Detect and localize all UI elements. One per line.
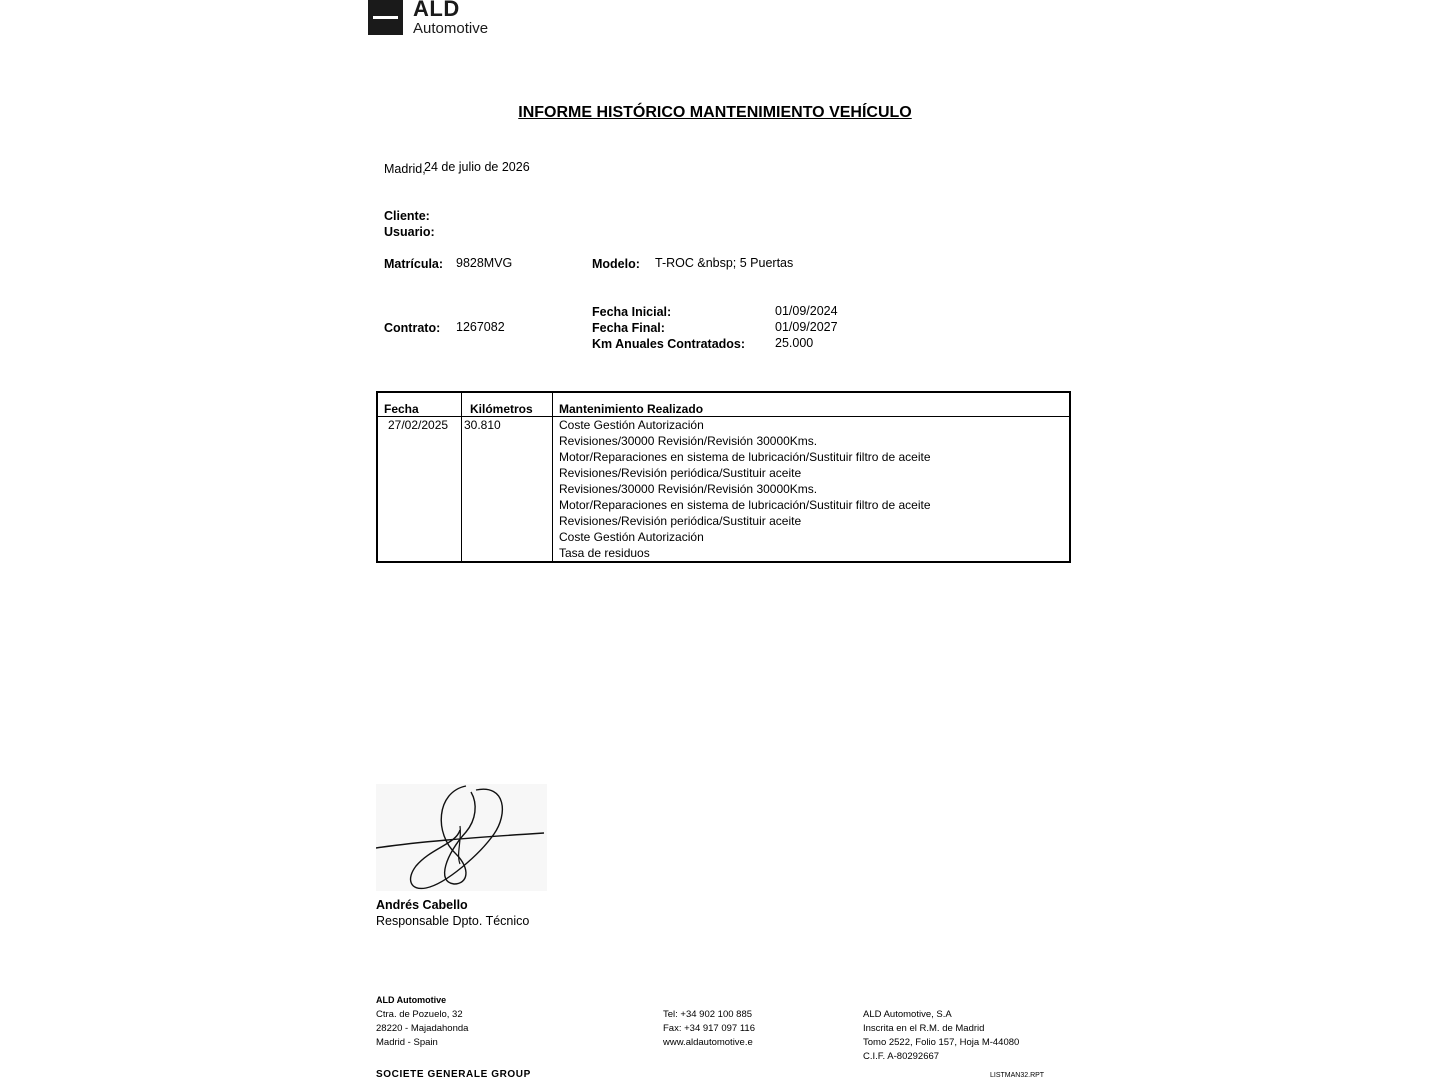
column-header-fecha: Fecha: [377, 392, 462, 417]
footer-address-line: Ctra. de Pozuelo, 32: [376, 1009, 463, 1020]
table-row: [377, 417, 1070, 563]
footer-company: ALD Automotive: [376, 995, 447, 1005]
signature-image: [376, 784, 547, 891]
footer-fax: Fax: +34 917 097 116: [663, 1023, 755, 1034]
footer-legal-line: Tomo 2522, Folio 157, Hoja M-44080: [863, 1037, 1020, 1048]
usuario-label: Usuario:: [384, 225, 435, 239]
footer-address-line: 28220 - Majadahonda: [376, 1023, 469, 1034]
contrato-value: 1267082: [456, 320, 505, 334]
maintenance-item: Tasa de residuos: [559, 546, 650, 560]
row-kilometros: 30.810: [462, 417, 553, 563]
km-anuales-value: 25.000: [775, 336, 814, 350]
logo-mark-icon: [368, 0, 403, 35]
ald-automotive-logo: [368, 0, 500, 36]
column-header-mantenimiento: Mantenimiento Realizado: [553, 392, 1071, 417]
footer-address: [376, 1008, 468, 1050]
maintenance-item: Revisiones/Revisión periódica/Sustituir aceite: [559, 466, 802, 480]
footer-address-line: Madrid - Spain: [376, 1037, 438, 1048]
maintenance-item: Revisiones/Revisión periódica/Sustituir aceite: [559, 514, 802, 528]
footer-phone: Tel: +34 902 100 885: [663, 1009, 753, 1020]
signatory-name: Andrés Cabello: [376, 898, 468, 912]
maintenance-item: Coste Gestión Autorización: [559, 418, 704, 432]
fecha-final-value: 01/09/2027: [775, 320, 838, 334]
fecha-inicial-label: Fecha Inicial:: [592, 305, 672, 319]
logo-brand: ALD: [413, 0, 460, 21]
footer-legal-line: ALD Automotive, S.A: [863, 1009, 952, 1020]
row-maintenance-items: [553, 417, 1071, 563]
modelo-label: Modelo:: [592, 257, 640, 271]
table-header-row: [377, 392, 1070, 417]
modelo-value: T-ROC &nbsp; 5 Puertas: [655, 256, 794, 270]
footer-website: www.aldautomotive.e: [663, 1037, 753, 1048]
place: Madrid,: [384, 162, 426, 176]
maintenance-item: Revisiones/30000 Revisión/Revisión 30000Kms.: [559, 434, 818, 448]
row-fecha: 27/02/2025: [377, 417, 462, 563]
maintenance-table: [376, 391, 1071, 563]
matricula-value: 9828MVG: [456, 256, 513, 270]
maintenance-item: Motor/Reparaciones en sistema de lubricación/Sustituir filtro de aceite: [559, 498, 931, 512]
maintenance-item: Coste Gestión Autorización: [559, 530, 704, 544]
fecha-final-label: Fecha Final:: [592, 321, 665, 335]
maintenance-item: Motor/Reparaciones en sistema de lubricación/Sustituir filtro de aceite: [559, 450, 931, 464]
group-name: SOCIETE GENERALE GROUP: [376, 1069, 531, 1080]
column-header-kilometros: Kilómetros: [462, 392, 553, 417]
document-title: INFORME HISTÓRICO MANTENIMIENTO VEHÍCULO: [518, 104, 912, 121]
signature-scribble-icon: [376, 784, 547, 891]
footer-legal-line: Inscrita en el R.M. de Madrid: [863, 1023, 985, 1034]
footer-contact: [663, 1008, 755, 1050]
report-reference: LISTMAN32.RPT: [990, 1072, 1045, 1079]
maintenance-item: Revisiones/30000 Revisión/Revisión 30000Kms.: [559, 482, 818, 496]
document-date: 24 de julio de 2026: [424, 160, 530, 174]
fecha-inicial-value: 01/09/2024: [775, 304, 838, 318]
footer-legal: [863, 1008, 1019, 1064]
logo-subtitle: Automotive: [413, 20, 489, 37]
footer-legal-line: C.I.F. A-80292667: [863, 1051, 940, 1062]
km-anuales-label: Km Anuales Contratados:: [592, 337, 746, 351]
signatory-role: Responsable Dpto. Técnico: [376, 914, 530, 928]
contrato-label: Contrato:: [384, 321, 441, 335]
matricula-label: Matrícula:: [384, 257, 444, 271]
cliente-label: Cliente:: [384, 209, 430, 223]
